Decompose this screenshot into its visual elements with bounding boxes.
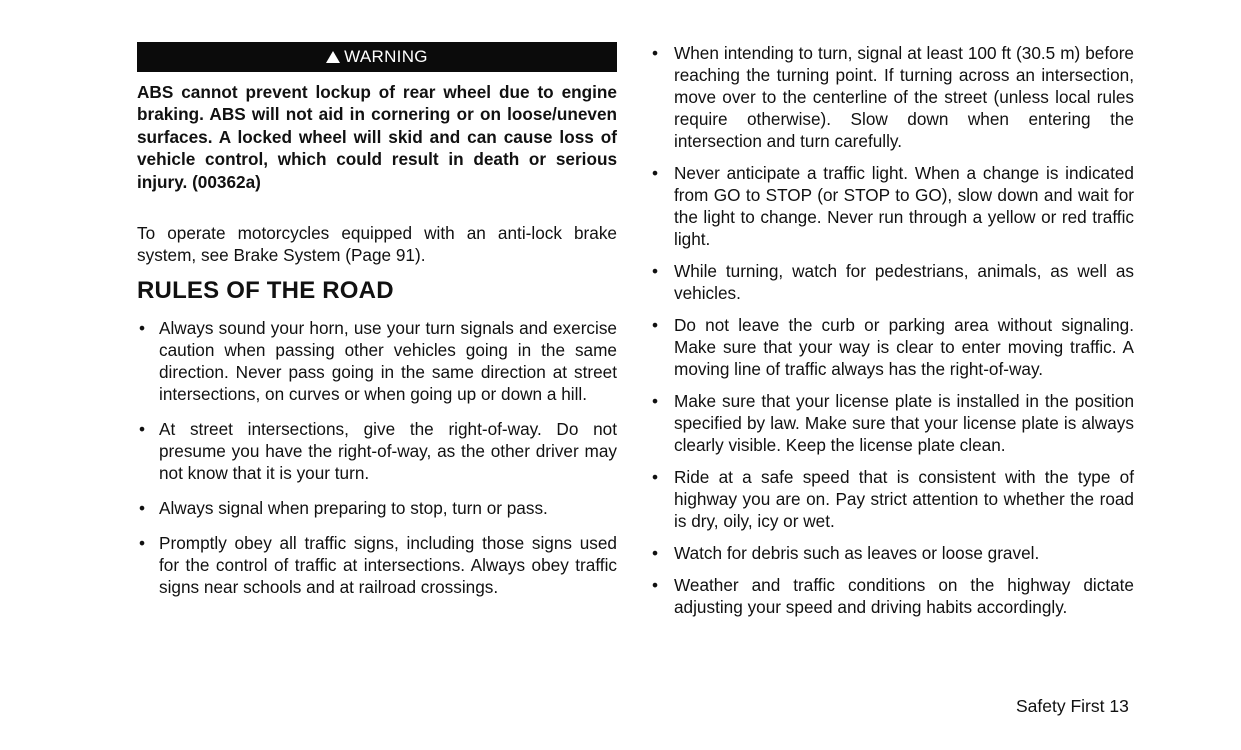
list-item: • Always sound your horn, use your turn signals and exercise caution when passing other vehicles going in the same direction. Never pass going in the same direction at street intersections, on curves or when going up or down a hill. (139, 318, 617, 404)
bullet-icon: • (652, 315, 659, 335)
page-footer: Safety First 13 (1016, 696, 1129, 716)
bullet-icon: • (652, 543, 659, 563)
right-bullet-list (650, 42, 1134, 618)
intro-paragraph: To operate motorcycles equipped with an anti-lock brake system, see Brake System (Page 91). (137, 223, 617, 266)
list-item: • Make sure that your license plate is installed in the position specified by law. Make sure that your license plate is always clearly visible. Keep the license plate clean. (652, 391, 1134, 455)
bullet-icon: • (652, 391, 659, 411)
bullet-icon: • (139, 498, 146, 518)
list-item: • Ride at a safe speed that is consistent with the type of highway you are on. Pay strict attention to whether the road is dry, oily, icy or wet. (652, 467, 1134, 531)
list-item: • Always signal when preparing to stop, turn or pass. (139, 498, 548, 518)
left-bullet-list (137, 317, 617, 598)
warning-banner (137, 42, 617, 72)
warning-text: ABS cannot prevent lockup of rear wheel due to engine braking. ABS will not aid in cornering or on loose/uneven surfaces. A locked wheel will skid and can cause loss of vehicle control, which could result in death or serious injury. (00362a) (137, 82, 617, 192)
warning-triangle-icon (326, 51, 340, 63)
bullet-icon: • (652, 467, 659, 487)
warning-label: WARNING (344, 47, 428, 66)
list-item: • Promptly obey all traffic signs, including those signs used for the control of traffic at intersections. Always obey traffic signs near schools and at railroad crossings. (139, 533, 617, 597)
bullet-icon: • (139, 533, 146, 553)
list-item: • When intending to turn, signal at least 100 ft (30.5 m) before reaching the turning point. If turning across an intersection, move over to the centerline of the street (unless local rules require otherwise). Slow down when entering the intersection and turn carefully. (652, 43, 1134, 151)
list-item: • At street intersections, give the right-of-way. Do not presume you have the right-of-way, as the other driver may not know that it is your turn. (139, 419, 617, 483)
list-item: • Never anticipate a traffic light. When a change is indicated from GO to STOP (or STOP to GO), slow down and wait for the light to change. Never run through a yellow or red traffic light. (652, 163, 1134, 249)
list-item: • Watch for debris such as leaves or loose gravel. (652, 543, 1040, 563)
bullet-icon: • (139, 419, 146, 439)
section-heading: RULES OF THE ROAD (137, 277, 394, 304)
list-item: • Do not leave the curb or parking area without signaling. Make sure that your way is clear to enter moving traffic. A moving line of traffic always has the right-of-way. (652, 315, 1134, 379)
bullet-icon: • (652, 261, 659, 281)
bullet-icon: • (652, 575, 659, 595)
list-item: • While turning, watch for pedestrians, animals, as well as vehicles. (652, 261, 1134, 303)
bullet-icon: • (652, 163, 659, 183)
bullet-icon: • (139, 318, 146, 338)
list-item: • Weather and traffic conditions on the highway dictate adjusting your speed and driving habits accordingly. (652, 575, 1134, 617)
bullet-icon: • (652, 43, 659, 63)
